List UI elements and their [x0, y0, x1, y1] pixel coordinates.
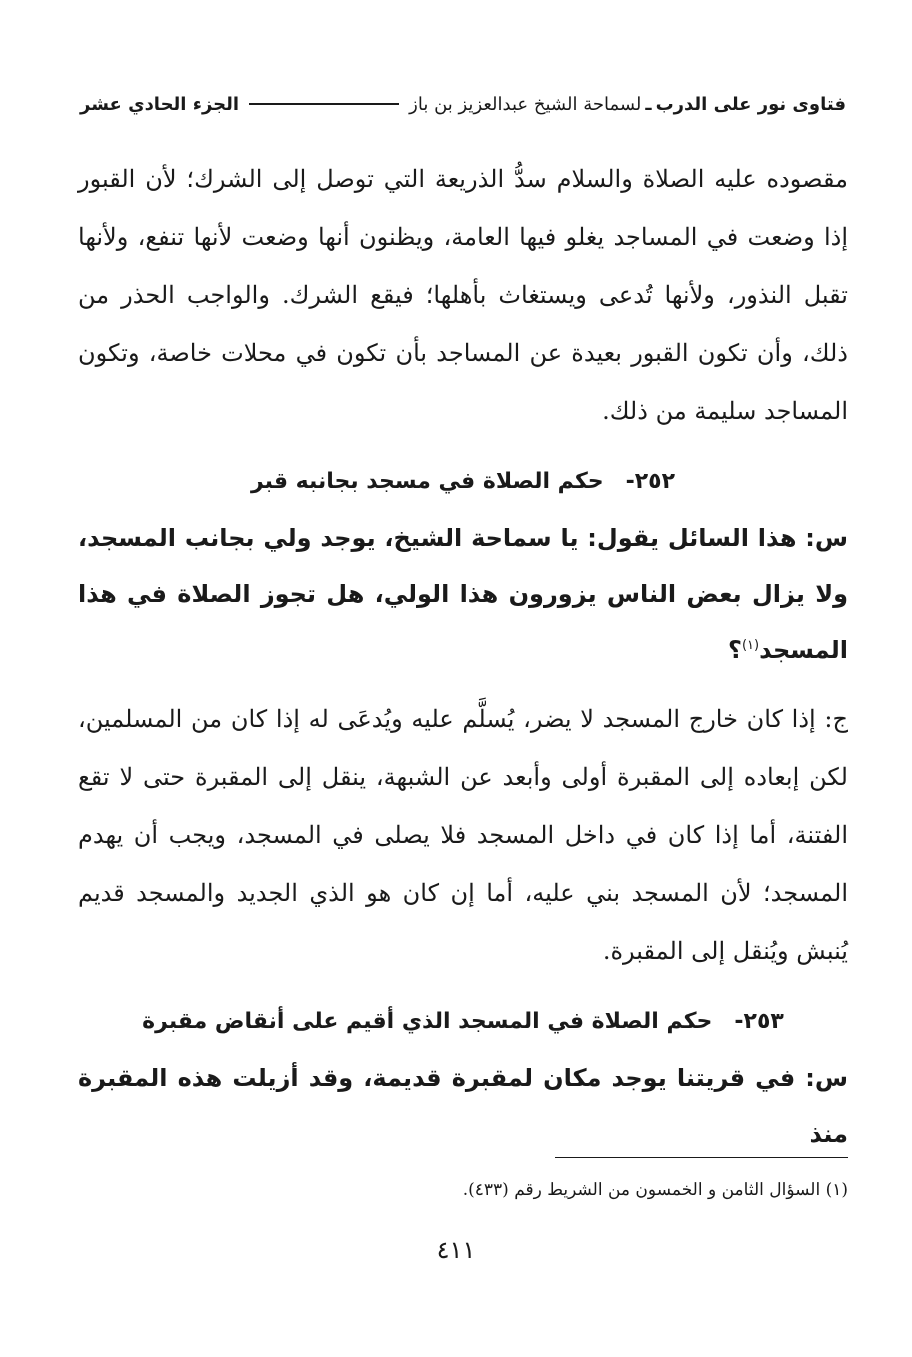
section-number: ٢٥٣-: [734, 1009, 784, 1034]
section-title: حكم الصلاة في مسجد بجانبه قبر: [250, 469, 604, 494]
question-paragraph-252: [78, 510, 848, 678]
section-heading-252: [78, 454, 848, 510]
page-number: ٤١١: [436, 1236, 476, 1264]
footnote: (١) السؤال الثامن و الخمسون من الشريط رقم (٤٣٣).: [462, 1180, 848, 1200]
question-label: س:: [805, 524, 849, 552]
answer-text: إذا كان خارج المسجد لا يضر، يُسلَّم عليه ويُدعَى له إذا كان من المسلمين، لكن إبعاده إلى المقبرة أولى وأبعد عن الشبهة، ينقل إلى المقبرة حتى لا تقع الفتنة، أما إذا كان في داخل المسجد فلا يصلى في المسجد، ويجب أن يهدم المسجد؛ لأن المسجد بني عليه، أما إن كان هو الذي الجديد والمسجد قديم يُنبش ويُنقل إلى المقبرة.: [78, 705, 848, 965]
running-header: [80, 86, 846, 122]
section-number: ٢٥٢-: [625, 469, 676, 494]
question-mark: ؟: [728, 636, 742, 664]
question-label: س:: [805, 1064, 849, 1092]
question-text: هذا السائل يقول: يا سماحة الشيخ، يوجد ولي بجانب المسجد، ولا يزال بعض الناس يزورون هذا الولي، هل تجوز الصلاة في هذا المسجد: [78, 524, 848, 664]
section-heading-253: [78, 994, 848, 1050]
main-content: [78, 150, 848, 1162]
question-paragraph-253: [78, 1050, 848, 1162]
continued-answer-paragraph: مقصوده عليه الصلاة والسلام سدُّ الذريعة التي توصل إلى الشرك؛ لأن القبور إذا وضعت في المساجد يغلو فيها العامة، ويظنون أنها وضعت لأنها تنفع، ولأنها تقبل النذور، ولأنها تُدعى ويستغاث بأهلها؛ فيقع الشرك. والواجب الحذر من ذلك، وأن تكون القبور بعيدة عن المساجد بأن تكون في محلات خاصة، وتكون المساجد سليمة من ذلك.: [78, 165, 848, 425]
answer-label: ج:: [824, 705, 848, 733]
author-name: لسماحة الشيخ عبدالعزيز بن باز: [409, 93, 642, 115]
book-title: فتاوى نور على الدرب: [655, 93, 846, 115]
volume-part: الجزء الحادي عشر: [80, 93, 240, 115]
footnote-marker[interactable]: (١): [741, 638, 760, 653]
answer-paragraph-252: [78, 690, 848, 980]
header-book-info: [409, 94, 846, 115]
header-rule: [249, 103, 399, 105]
section-title: حكم الصلاة في المسجد الذي أقيم على أنقاض مقبرة: [142, 1009, 713, 1034]
footnote-separator: [555, 1157, 848, 1158]
question-text: في قريتنا يوجد مكان لمقبرة قديمة، وقد أزيلت هذه المقبرة منذ: [78, 1064, 848, 1148]
header-separator: ـ: [645, 93, 652, 115]
